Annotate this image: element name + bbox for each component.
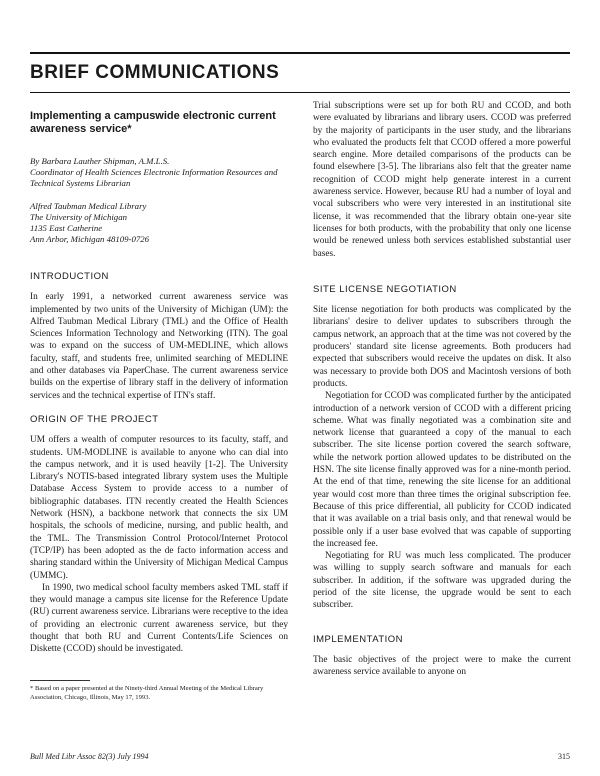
address-line: 1135 East Catherine	[30, 223, 103, 233]
address-line: Ann Arbor, Michigan 48109-0726	[30, 234, 150, 244]
top-rule	[30, 52, 570, 54]
section-title: BRIEF COMMUNICATIONS	[30, 62, 280, 83]
footnote: * Based on a paper presented at the Ninety-third Annual Meeting of the Medical Library Association, Chicago, Illinois, May 17, 1993.	[30, 685, 264, 701]
journal-citation: Bull Med Libr Assoc 82(3) July 1994	[30, 752, 149, 761]
site-license-paragraph-1: Site license negotiation for both products was complicated by the librarians' desire to deliver updates to subscribers through the campus network, an approach that at the time was not covered by the producers' standard site license agreements. Both producers had expected that subscribers would receive the updates on disk. It also was necessary to provide both DOS and Macintosh versions of both products.	[313, 305, 571, 389]
section-rule	[30, 92, 570, 93]
address-line: The University of Michigan	[30, 212, 127, 222]
origin-paragraph-1: UM offers a wealth of computer resources to its faculty, staff, and students. UM-MODLINE is available to anyone who can dial into the campus network, and it is used heavily [1-2]. The University Library's NOTIS-based integrated library system uses the Multiple Database Access System to provide access to a number of bibliographic databases. ITN recently created the Health Sciences Network (HSN), a backbone network that connects the six UM hospitals, the schools of medicine, nursing, and public health, and the TML. The Transmission Control Protocol/Internet Protocol (TCP/IP) has been adopted as the de facto information access and sharing standard within the University of Michigan Medical Campus (UMMC).	[30, 435, 288, 581]
site-license-paragraph-2: Negotiation for CCOD was complicated further by the anticipated introduction of a network version of CCOD with a different pricing scheme. What was finally negotiated was a combination site and network license that guaranteed a copy of the manual to each subscriber. The site license portion covered the search software, while the network portion allowed updates to be distributed on the HSN. The site license finally approved was for a nine-month period. At the end of that time, renewing the site license for an additional year would cost more than three times the original subscription fee. Because of this price differential, all publicity for CCOD indicated that it was available on a trial basis only, and that renewal would be possible only if a user base evolved that was capable of supporting the increased fee.	[313, 391, 571, 549]
implementation-heading: IMPLEMENTATION	[313, 633, 404, 645]
introduction-paragraph: In early 1991, a networked current awareness service was implemented by two units of the University of Michigan (UM): the Alfred Taubman Medical Library (TML) and the Office of Health Sciences Information Technology and Networking (ITN). The goal was to expand on the success of UM-MEDLINE, which allows faculty, staff, and students free, unlimited searching of MEDLINE and other databases via PaperChase. The current awareness service builds on the expertise of library staff in the delivery of information services and the technical expertise of ITN's staff.	[30, 292, 288, 401]
left-column	[30, 110, 288, 656]
origin-paragraph-2: In 1990, two medical school faculty members asked TML staff if they would manage a campus site license for the Reference Update (RU) current awareness service. Librarians were receptive to the idea of providing an electronic current awareness service, but they thought that both RU and Current Contents/Life Sciences on Diskette (CCOD) should be investigated.	[30, 582, 288, 655]
trial-paragraph: Trial subscriptions were set up for both RU and CCOD, and both were evaluated by librarians and library users. CCOD was preferred by the majority of participants in the user study, and the librarians who evaluated the products felt that CCOD offered a more powerful search engine. More detailed comparisons of the products can be found elsewhere [3-5]. The librarians also felt that the greater name recognition of CCOD might help generate interest in a current awareness service. However, because RU had a number of loyal and vocal subscribers who were very interested in an institutional site license, it was recommended that the library obtain one-year site licenses for both products, with the probability that only one license would be renewed unless both services established substantial user bases.	[313, 101, 571, 259]
right-column	[313, 100, 571, 678]
site-license-heading: SITE LICENSE NEGOTIATION	[313, 283, 457, 295]
origin-heading: ORIGIN OF THE PROJECT	[30, 413, 159, 425]
site-license-paragraph-3: Negotiating for RU was much less complicated. The producer was willing to supply search software and manuals for each subscriber. In addition, if the software was upgraded during the period of the site license, the upgrade would be sent to each subscriber.	[313, 551, 571, 611]
introduction-heading: INTRODUCTION	[30, 271, 109, 282]
implementation-paragraph: The basic objectives of the project were to make the current awareness service available to anyone on	[313, 654, 571, 678]
article-title: Implementing a campuswide electronic current awareness service*	[30, 110, 276, 135]
footnote-rule	[30, 680, 90, 681]
address-line: Alfred Taubman Medical Library	[30, 201, 147, 211]
byline: By Barbara Lauther Shipman, A.M.L.S.	[30, 156, 170, 166]
affiliation: Coordinator of Health Sciences Electronic Information Resources and Technical Systems Librarian	[30, 167, 278, 188]
page-number: 315	[558, 752, 570, 761]
author-address	[30, 201, 288, 245]
